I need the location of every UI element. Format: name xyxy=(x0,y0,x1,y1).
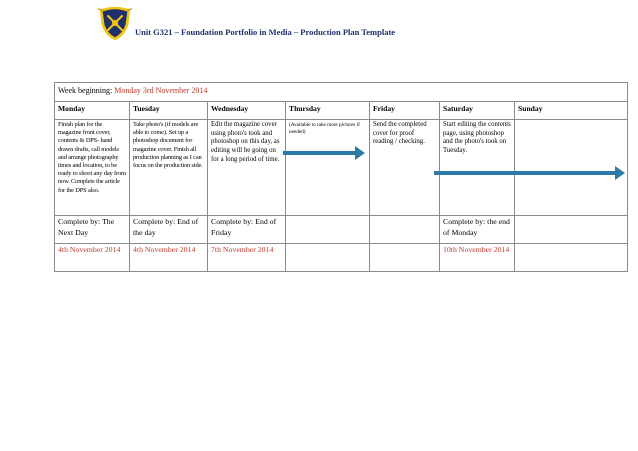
day-header-tuesday: Tuesday xyxy=(130,102,208,120)
task-row xyxy=(55,120,628,216)
date-row xyxy=(55,244,628,272)
day-header-saturday: Saturday xyxy=(440,102,515,120)
document-title: Unit G321 – Foundation Portfolio in Media – Production Plan Template xyxy=(135,27,396,37)
date-monday: 4th November 2014 xyxy=(55,244,130,272)
task-monday: Finish plan for the magazine front cover, contents & DPS- hand drawn drafts, call models and arrange photography times and location, to be ready to shoot any day from now. Complete the article for the DPS also. xyxy=(55,120,130,216)
day-header-monday: Monday xyxy=(55,102,130,120)
complete-tuesday: Complete by: End of the day xyxy=(130,216,208,244)
task-sunday xyxy=(515,120,628,216)
complete-by-row xyxy=(55,216,628,244)
date-wednesday: 7th November 2014 xyxy=(208,244,286,272)
date-sunday xyxy=(515,244,628,272)
date-tuesday: 4th November 2014 xyxy=(130,244,208,272)
date-saturday: 10th November 2014 xyxy=(440,244,515,272)
date-friday xyxy=(370,244,440,272)
production-plan-table xyxy=(54,82,628,272)
day-header-row xyxy=(55,102,628,120)
task-thursday xyxy=(286,120,370,216)
day-header-wednesday: Wednesday xyxy=(208,102,286,120)
task-tuesday: Take photo's (if models are able to come). Set up a photoshop document for magazine cover. Finish all production planning as I can focus on the production side. xyxy=(130,120,208,216)
task-wednesday: Edit the magazine cover using photo's took and photoshop on this day, as editing will be going on for a long period of time. xyxy=(208,120,286,216)
task-friday: Send the completed cover for proof reading / checking. xyxy=(370,120,440,216)
day-header-sunday: Sunday xyxy=(515,102,628,120)
week-label: Week beginning: xyxy=(58,86,113,95)
complete-sunday xyxy=(515,216,628,244)
week-value: Monday 3rd November 2014 xyxy=(114,86,208,95)
school-crest-icon xyxy=(96,4,134,42)
date-thursday xyxy=(286,244,370,272)
week-beginning-cell xyxy=(55,83,628,102)
week-row xyxy=(55,83,628,102)
thursday-note: (Available to take more pictures if needed) xyxy=(289,122,360,135)
day-header-friday: Friday xyxy=(370,102,440,120)
complete-friday xyxy=(370,216,440,244)
complete-thursday xyxy=(286,216,370,244)
complete-saturday: Complete by: the end of Monday xyxy=(440,216,515,244)
task-saturday: Start editing the contents page, using photoshop and the photo's took on Tuesday. xyxy=(440,120,515,216)
complete-monday: Complete by: The Next Day xyxy=(55,216,130,244)
complete-wednesday: Complete by: End of Friday xyxy=(208,216,286,244)
day-header-thursday: Thursday xyxy=(286,102,370,120)
